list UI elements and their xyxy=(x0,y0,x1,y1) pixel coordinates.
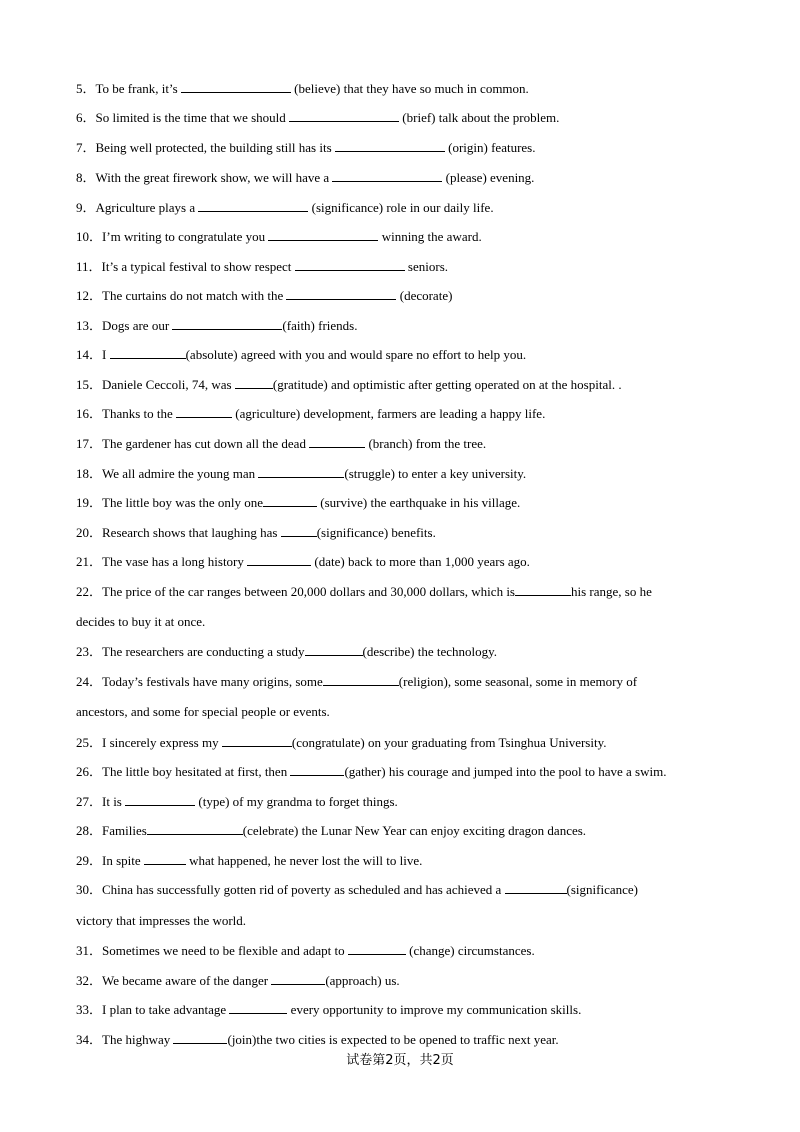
question-hint-text: (survive) the earthquake in his village. xyxy=(317,495,521,510)
answer-blank[interactable] xyxy=(323,673,399,686)
answer-blank[interactable] xyxy=(172,317,282,330)
answer-blank[interactable] xyxy=(247,553,311,566)
question-line xyxy=(76,1001,740,1018)
question-text: victory that impresses the world. xyxy=(76,913,247,928)
answer-blank[interactable] xyxy=(335,139,445,152)
question-line xyxy=(76,258,740,275)
question-text: 5．To be frank, it’s xyxy=(76,81,181,96)
question-text: 12．The curtains do not match with the xyxy=(76,288,287,303)
question-hint-text: what happened, he never lost the will to live. xyxy=(185,853,423,868)
question-hint-text: winning the award. xyxy=(378,229,482,244)
question-text: 6．So limited is the time that we should xyxy=(76,110,290,125)
question-text: 22．The price of the car ranges between 20,000 dollars and 30,000 dollars, which is xyxy=(76,584,515,599)
answer-blank[interactable] xyxy=(332,169,442,182)
question-hint-text: (origin) features. xyxy=(444,140,536,155)
question-hint-text: his range, so he xyxy=(571,584,652,599)
question-hint-text: (describe) the technology. xyxy=(362,644,498,659)
question-line xyxy=(76,169,740,186)
question-line xyxy=(76,494,740,511)
question-text: 24．Today’s festivals have many origins, some xyxy=(76,674,323,689)
answer-blank[interactable] xyxy=(125,793,195,806)
answer-blank[interactable] xyxy=(295,258,405,271)
question-hint-text: (approach) us. xyxy=(325,973,400,988)
question-hint-text: (decorate) xyxy=(396,288,453,303)
answer-blank[interactable] xyxy=(229,1001,287,1014)
question-line xyxy=(76,643,740,660)
question-line xyxy=(76,465,740,482)
question-text: 8．With the great firework show, we will have a xyxy=(76,170,333,185)
answer-blank[interactable] xyxy=(309,435,365,448)
question-line xyxy=(76,734,740,751)
answer-blank[interactable] xyxy=(290,763,344,776)
question-text: 34．The highway xyxy=(76,1032,174,1047)
answer-blank[interactable] xyxy=(505,881,567,894)
answer-blank[interactable] xyxy=(268,228,378,241)
answer-blank[interactable] xyxy=(181,80,291,93)
question-line xyxy=(76,583,740,600)
question-text: 27．It is xyxy=(76,794,126,809)
question-hint-text: (religion), some seasonal, some in memory of xyxy=(398,674,638,689)
question-hint-text: (agriculture) development, farmers are leading a happy life. xyxy=(232,406,546,421)
question-line xyxy=(76,972,740,989)
question-hint-text: (type) of my grandma to forget things. xyxy=(195,794,398,809)
question-hint-text: (celebrate) the Lunar New Year can enjoy exciting dragon dances. xyxy=(242,823,587,838)
question-text: 28．Families xyxy=(76,823,147,838)
question-text: 29．In spite xyxy=(76,853,144,868)
question-line xyxy=(76,524,740,541)
answer-blank[interactable] xyxy=(176,405,232,418)
question-hint-text: (significance) benefits. xyxy=(316,525,436,540)
question-line xyxy=(76,435,740,452)
question-text: 18．We all admire the young man xyxy=(76,466,259,481)
question-continuation xyxy=(76,704,740,720)
answer-blank[interactable] xyxy=(286,287,396,300)
question-line xyxy=(76,822,740,839)
question-continuation xyxy=(76,614,740,630)
answer-blank[interactable] xyxy=(198,199,308,212)
question-line xyxy=(76,793,740,810)
answer-blank[interactable] xyxy=(147,822,243,835)
question-text: 32．We became aware of the danger xyxy=(76,973,272,988)
question-line xyxy=(76,346,740,363)
question-line xyxy=(76,763,740,780)
question-text: ancestors, and some for special people or events. xyxy=(76,704,330,719)
question-text: 13．Dogs are our xyxy=(76,318,173,333)
question-hint-text: (change) circumstances. xyxy=(405,943,535,958)
question-line xyxy=(76,942,740,959)
question-text: 33．I plan to take advantage xyxy=(76,1002,230,1017)
question-text: 30．China has successfully gotten rid of poverty as scheduled and has achieved a xyxy=(76,882,505,897)
answer-blank[interactable] xyxy=(258,465,344,478)
answer-blank[interactable] xyxy=(235,376,273,389)
question-hint-text: (gather) his courage and jumped into the pool to have a swim. xyxy=(344,764,667,779)
answer-blank[interactable] xyxy=(515,583,571,596)
question-hint-text: (faith) friends. xyxy=(282,318,358,333)
question-text: decides to buy it at once. xyxy=(76,614,206,629)
question-hint-text: (significance) xyxy=(566,882,638,897)
question-hint-text: every opportunity to improve my communication skills. xyxy=(287,1002,582,1017)
question-line xyxy=(76,287,740,304)
answer-blank[interactable] xyxy=(348,942,406,955)
question-line xyxy=(76,553,740,570)
question-text: 26．The little boy hesitated at first, then xyxy=(76,764,291,779)
question-hint-text: (congratulate) on your graduating from Tsinghua University. xyxy=(291,735,607,750)
answer-blank[interactable] xyxy=(271,972,325,985)
question-hint-text: (absolute) agreed with you and would spare no effort to help you. xyxy=(185,347,527,362)
question-hint-text: (brief) talk about the problem. xyxy=(399,110,560,125)
page-footer: 试卷第2页，共2页 xyxy=(346,1053,454,1068)
question-line xyxy=(76,139,740,156)
question-text: 31．Sometimes we need to be flexible and adapt to xyxy=(76,943,348,958)
answer-blank[interactable] xyxy=(173,1031,227,1044)
question-line xyxy=(76,881,740,898)
answer-blank[interactable] xyxy=(110,346,186,359)
answer-blank[interactable] xyxy=(281,524,317,537)
answer-blank[interactable] xyxy=(305,643,363,656)
question-text: 14．I xyxy=(76,347,110,362)
answer-blank[interactable] xyxy=(289,109,399,122)
question-hint-text: (branch) from the tree. xyxy=(365,436,487,451)
question-line xyxy=(76,80,740,97)
question-text: 19．The little boy was the only one xyxy=(76,495,264,510)
question-line xyxy=(76,852,740,869)
question-hint-text: (join)the two cities is expected to be opened to traffic next year. xyxy=(227,1032,559,1047)
question-continuation xyxy=(76,913,740,929)
question-text: 11．It’s a typical festival to show respect xyxy=(76,259,295,274)
question-line xyxy=(76,376,740,393)
question-hint-text: (significance) role in our daily life. xyxy=(308,200,494,215)
question-line xyxy=(76,405,740,422)
question-line xyxy=(76,1031,740,1048)
question-hint-text: seniors. xyxy=(404,259,449,274)
question-text: 20．Research shows that laughing has xyxy=(76,525,281,540)
question-line xyxy=(76,673,740,690)
question-text: 10．I’m writing to congratulate you xyxy=(76,229,269,244)
question-hint-text: (date) back to more than 1,000 years ago. xyxy=(311,554,530,569)
question-text: 16．Thanks to the xyxy=(76,406,177,421)
question-line xyxy=(76,199,740,216)
question-line xyxy=(76,109,740,126)
question-hint-text: (struggle) to enter a key university. xyxy=(344,466,527,481)
question-text: 7．Being well protected, the building still has its xyxy=(76,140,335,155)
question-line xyxy=(76,228,740,245)
answer-blank[interactable] xyxy=(144,852,186,865)
question-line xyxy=(76,317,740,334)
question-hint-text: (gratitude) and optimistic after getting operated on at the hospital. . xyxy=(272,377,622,392)
question-text: 17．The gardener has cut down all the dead xyxy=(76,436,310,451)
answer-blank[interactable] xyxy=(222,734,292,747)
question-text: 9．Agriculture plays a xyxy=(76,200,199,215)
question-text: 25．I sincerely express my xyxy=(76,735,222,750)
question-text: 23．The researchers are conducting a study xyxy=(76,644,305,659)
question-hint-text: (believe) that they have so much in common. xyxy=(290,81,529,96)
question-text: 21．The vase has a long history xyxy=(76,554,248,569)
question-text: 15．Daniele Ceccoli, 74, was xyxy=(76,377,235,392)
answer-blank[interactable] xyxy=(263,494,317,507)
question-hint-text: (please) evening. xyxy=(442,170,535,185)
